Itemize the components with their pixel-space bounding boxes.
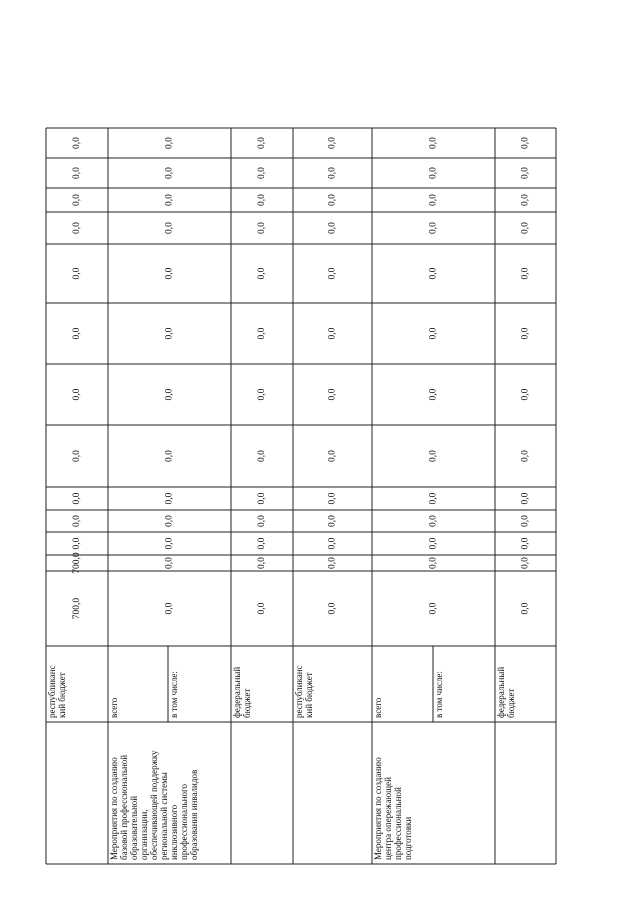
value-cell: 0,0: [257, 267, 268, 280]
value-cell: 0,0: [428, 137, 439, 149]
value-cell: 0,0: [327, 602, 338, 615]
value-cell: 0,0: [428, 194, 439, 206]
value-cell: 0,0: [72, 388, 83, 401]
value-cell: 0,0: [327, 327, 338, 340]
value-cell: 0,0: [164, 602, 175, 615]
value-cell: 0,0: [164, 557, 175, 569]
value-cell: 0,0: [327, 167, 338, 179]
value-cell: 700,0: [72, 552, 83, 574]
value-cell: 0,0: [327, 137, 338, 149]
value-cell: 0,0: [164, 222, 175, 234]
value-cell: 0,0: [428, 602, 439, 615]
category-label: кий бюджет: [304, 672, 314, 718]
value-cell: 0,0: [257, 388, 268, 401]
value-cell: 0,0: [520, 515, 531, 527]
table-grid: [46, 128, 556, 864]
value-cell: 0,0: [520, 602, 531, 615]
section-label: образовательной: [129, 795, 139, 860]
value-cell: 0,0: [72, 167, 83, 179]
value-cell: 0,0: [520, 492, 531, 505]
value-cell: 0,0: [327, 267, 338, 280]
table-labels: [47, 665, 516, 860]
category-label: республиканс: [47, 665, 57, 718]
value-cell: 0,0: [327, 194, 338, 206]
section-label: центра опережающей: [383, 777, 393, 860]
value-cell: 0,0: [520, 450, 531, 462]
value-cell: 0,0: [164, 167, 175, 179]
value-cell: 0,0: [520, 167, 531, 179]
value-cell: 0,0: [164, 327, 175, 340]
value-cell: 0,0: [72, 492, 83, 505]
value-cell: 0,0: [520, 137, 531, 149]
section-label: обеспечивающей поддержку: [149, 750, 159, 860]
value-cell: 0,0: [257, 537, 268, 550]
value-cell: 700,0: [72, 597, 83, 620]
value-cell: 0,0: [257, 557, 268, 569]
value-cell: 0,0: [327, 515, 338, 527]
subcategory-label: в том числе:: [169, 671, 179, 718]
value-cell: 0,0: [164, 388, 175, 401]
value-cell: 0,0: [257, 222, 268, 234]
value-cell: 0,0: [164, 515, 175, 527]
value-cell: 0,0: [72, 450, 83, 462]
value-cell: 0,0: [520, 194, 531, 206]
value-cell: 0,0: [428, 537, 439, 550]
section-label: профессионального: [179, 784, 189, 860]
category-label: федеральный: [232, 666, 242, 718]
value-cell: 0,0: [257, 515, 268, 527]
value-cell: 0,0: [72, 194, 83, 206]
value-cell: 0,0: [428, 450, 439, 462]
value-cell: 0,0: [164, 492, 175, 505]
value-cell: 0,0: [72, 537, 83, 550]
value-cell: 0,0: [428, 388, 439, 401]
value-cell: 0,0: [520, 557, 531, 569]
section-label: региональной системы: [159, 772, 169, 860]
value-cell: 0,0: [327, 222, 338, 234]
category-label: кий бюджет: [57, 672, 67, 718]
category-label: всего: [373, 697, 383, 718]
value-cell: 0,0: [428, 327, 439, 340]
value-cell: 0,0: [257, 450, 268, 462]
section-label: организации,: [139, 809, 149, 860]
value-cell: 0,0: [257, 492, 268, 505]
value-cell: 0,0: [428, 515, 439, 527]
value-cell: 0,0: [428, 267, 439, 280]
category-label: всего: [109, 697, 119, 718]
section-label: образования инвалидов: [189, 769, 199, 860]
value-cell: 0,0: [520, 327, 531, 340]
subcategory-label: в том числе:: [434, 671, 444, 718]
category-label: федеральный: [496, 666, 506, 718]
value-cell: 0,0: [428, 222, 439, 234]
table-cells: [72, 137, 531, 619]
value-cell: 0,0: [257, 602, 268, 615]
value-cell: 0,0: [72, 515, 83, 527]
value-cell: 0,0: [72, 267, 83, 280]
value-cell: 0,0: [327, 492, 338, 505]
section-label: подготовки: [403, 816, 413, 860]
value-cell: 0,0: [327, 537, 338, 550]
value-cell: 0,0: [428, 557, 439, 569]
value-cell: 0,0: [428, 167, 439, 179]
value-cell: 0,0: [257, 167, 268, 179]
value-cell: 0,0: [72, 327, 83, 340]
value-cell: 0,0: [327, 388, 338, 401]
section-label: инклюзивного: [169, 804, 179, 860]
value-cell: 0,0: [428, 492, 439, 505]
value-cell: 0,0: [164, 537, 175, 550]
section-label: базовой профессиональной: [119, 754, 129, 860]
value-cell: 0,0: [257, 327, 268, 340]
category-label: республиканс: [294, 665, 304, 718]
value-cell: 0,0: [520, 388, 531, 401]
category-label: бюджет: [506, 688, 516, 718]
value-cell: 0,0: [164, 194, 175, 206]
section-label: Мероприятия по созданию: [373, 757, 383, 860]
value-cell: 0,0: [72, 222, 83, 234]
value-cell: 0,0: [257, 194, 268, 206]
value-cell: 0,0: [164, 267, 175, 280]
value-cell: 0,0: [164, 450, 175, 462]
value-cell: 0,0: [520, 537, 531, 550]
value-cell: 0,0: [520, 222, 531, 234]
section-label: профессиональной: [393, 787, 403, 860]
value-cell: 0,0: [327, 450, 338, 462]
value-cell: 0,0: [164, 137, 175, 149]
value-cell: 0,0: [257, 137, 268, 149]
section-label: Мероприятия по созданию: [109, 757, 119, 860]
category-label: бюджет: [242, 688, 252, 718]
value-cell: 0,0: [327, 557, 338, 569]
value-cell: 0,0: [520, 267, 531, 280]
value-cell: 0,0: [72, 137, 83, 149]
